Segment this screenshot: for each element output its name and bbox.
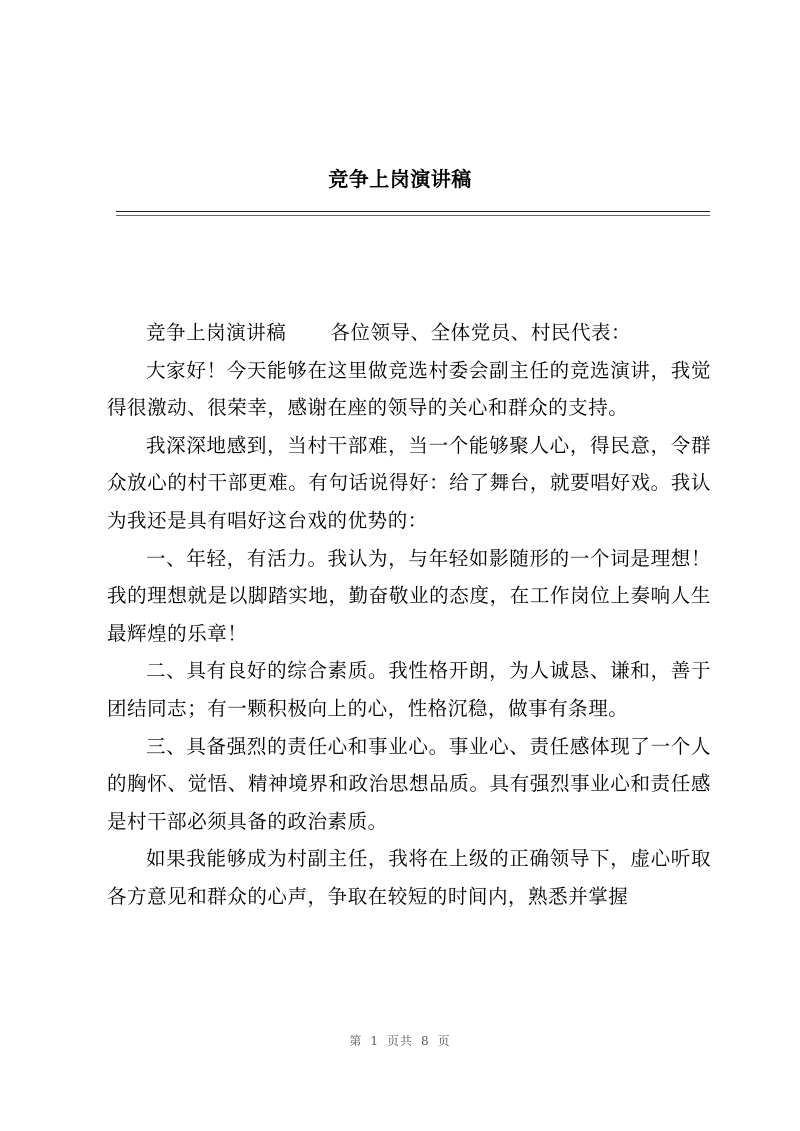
footer-prefix: 第 — [349, 1034, 363, 1048]
paragraph: 如果我能够成为村副主任，我将在上级的正确领导下，虚心听取各方意见和群众的心声，争取在较短的时间内，熟悉并掌握 — [107, 847, 711, 908]
paragraph: 一、年轻，有活力。我认为，与年轻如影随形的一个词是理想！我的理想就是以脚踏实地，勤奋敬业的态度，在工作岗位上奏响人生最辉煌的乐章！ — [107, 546, 711, 645]
greeting-line — [107, 314, 711, 352]
greeting-heading: 竞争上岗演讲稿 — [146, 321, 287, 344]
footer-total-pages: 8 — [421, 1034, 430, 1048]
title-divider — [116, 211, 710, 212]
paragraph: 大家好！今天能够在这里做竞选村委会副主任的竞选演讲，我觉得很激动、很荣幸，感谢在座的领导的关心和群众的支持。 — [107, 358, 711, 420]
document-body — [107, 314, 711, 916]
paragraph: 二、具有良好的综合素质。我性格开朗，为人诚恳、谦和，善于团结同志；有一颗积极向上的心，性格沉稳，做事有条理。 — [107, 659, 711, 720]
title-divider-thin — [116, 215, 710, 216]
page-title: 竞争上岗演讲稿 — [328, 167, 472, 191]
page-footer — [0, 1032, 800, 1050]
paragraph: 我深深地感到，当村干部难，当一个能够聚人心，得民意，令群众放心的村干部更难。有句话说得好：给了舞台，就要唱好戏。我认为我还是具有唱好这台戏的优势的： — [107, 433, 711, 532]
footer-page-number: 1 — [370, 1034, 379, 1048]
footer-suffix: 页 — [437, 1034, 451, 1048]
paragraph: 三、具备强烈的责任心和事业心。事业心、责任感体现了一个人的胸怀、觉悟、精神境界和政治思想品质。具有强烈事业心和责任感是村干部必须具备的政治素质。 — [107, 734, 711, 833]
footer-middle: 页共 — [386, 1034, 413, 1048]
greeting-salutation: 各位领导、全体党员、村民代表： — [330, 321, 632, 344]
